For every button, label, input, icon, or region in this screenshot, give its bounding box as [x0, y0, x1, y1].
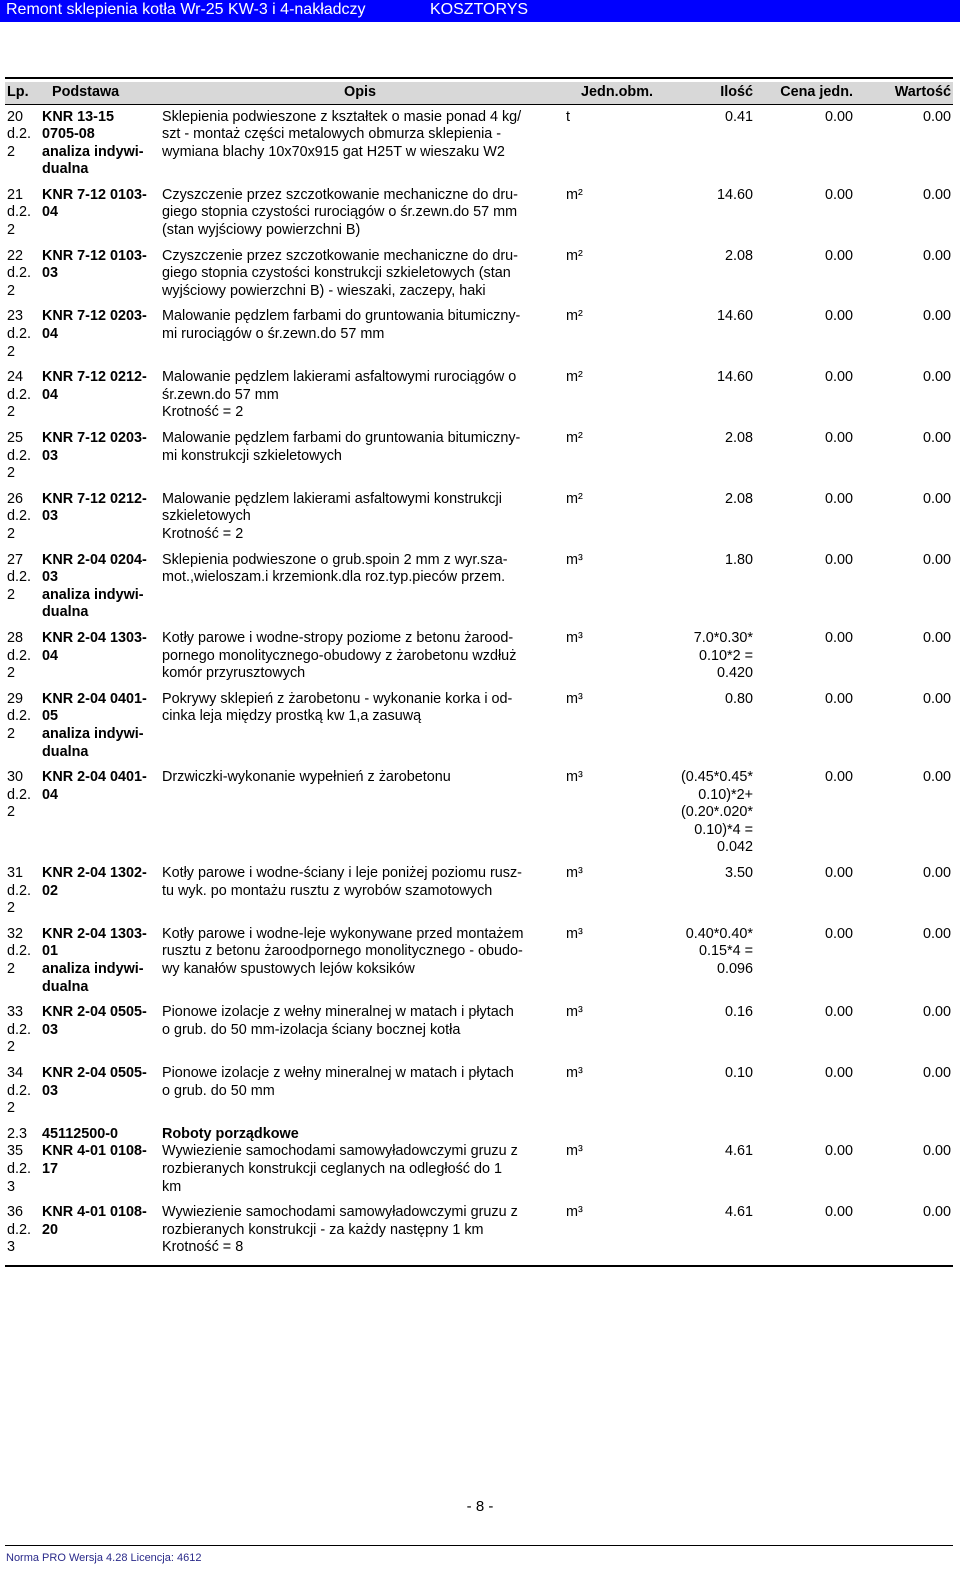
- row-cena: 0.00: [824, 1065, 853, 1081]
- row-podstawa: KNR 2-04 0401- 05 analiza indywi- dualna: [42, 690, 147, 760]
- row-jednostka: m³: [566, 865, 583, 882]
- row-wartosc: 0.00: [922, 1065, 951, 1081]
- row-opis: Malowanie pędzlem lakierami asfaltowymi konstrukcji szkieletowych Krotność = 2: [162, 490, 502, 542]
- row-wartosc: 0.00: [922, 186, 951, 203]
- column-header-opis: Opis: [160, 82, 560, 104]
- row-lp: 25 d.2. 2: [7, 430, 32, 482]
- row-wartosc: 0.00: [922, 1004, 951, 1021]
- table-row: [5, 1065, 953, 1126]
- row-ilosc: 1.80: [724, 551, 753, 568]
- row-ilosc: 0.80: [724, 690, 753, 707]
- row-lp: 29 d.2. 2: [7, 690, 32, 742]
- row-opis: Malowanie pędzlem farbami do gruntowania bitumiczny- mi konstrukcji szkieletowych: [162, 430, 521, 464]
- row-jednostka: m²: [566, 369, 583, 386]
- row-jednostka: m³: [566, 1065, 583, 1081]
- section-row: [5, 1126, 953, 1144]
- row-ilosc: 14.60: [716, 308, 753, 325]
- row-ilosc: 4.61: [724, 1143, 753, 1160]
- table-row: [5, 1204, 953, 1266]
- table-row: [5, 430, 953, 491]
- row-jednostka: m³: [566, 629, 583, 646]
- row-cena: 0.00: [824, 108, 853, 125]
- row-ilosc: 0.40*0.40* 0.15*4 = 0.096: [685, 925, 753, 978]
- row-cena: 0.00: [824, 925, 853, 942]
- row-lp: 30 d.2. 2: [7, 769, 32, 821]
- row-ilosc: 2.08: [724, 247, 753, 264]
- row-opis: Sklepienia podwieszone o grub.spoin 2 mm z wyr.sza- mot.,wieloszam.i krzemionk.dla roz.typ.pieców przem.: [162, 551, 508, 586]
- row-lp: 31 d.2. 2: [7, 865, 32, 917]
- row-opis: Wywiezienie samochodami samowyładowczymi gruzu z rozbieranych konstrukcji - za każdy następny 1 km Krotność = 8: [162, 1204, 518, 1256]
- row-ilosc: 3.50: [724, 865, 753, 882]
- row-lp: 23 d.2. 2: [7, 308, 32, 360]
- row-lp: 27 d.2. 2: [7, 551, 32, 603]
- row-opis: Czyszczenie przez szczotkowanie mechaniczne do dru- giego stopnia czystości konstrukcji szkieletowych (stan wyjściowy powierzchni B) - wieszaki, zaczepy, haki: [162, 247, 518, 299]
- row-wartosc: 0.00: [922, 108, 951, 125]
- row-podstawa: KNR 7-12 0212- 04: [42, 369, 147, 403]
- row-lp: 35 d.2. 3: [7, 1143, 32, 1195]
- row-wartosc: 0.00: [922, 490, 951, 507]
- row-podstawa: KNR 7-12 0212- 03: [42, 490, 147, 525]
- row-lp: 21 d.2. 2: [7, 186, 32, 239]
- section-code: 45112500-0: [42, 1125, 119, 1142]
- row-ilosc: 2.08: [724, 430, 753, 446]
- row-ilosc: 0.16: [724, 1004, 753, 1021]
- row-podstawa: KNR 2-04 1303- 04: [42, 629, 147, 664]
- table-row: [5, 491, 953, 552]
- row-cena: 0.00: [824, 629, 853, 646]
- row-podstawa: KNR 2-04 0505- 03: [42, 1004, 147, 1038]
- table-row: [5, 552, 953, 630]
- row-ilosc: 0.10: [724, 1065, 753, 1081]
- table-row: [5, 769, 953, 865]
- row-jednostka: m³: [566, 1004, 583, 1021]
- row-podstawa: KNR 2-04 0204- 03 analiza indywi- dualna: [42, 551, 147, 621]
- row-jednostka: m³: [566, 1204, 583, 1221]
- row-cena: 0.00: [824, 490, 853, 507]
- table-row: [5, 691, 953, 769]
- table-row: [5, 187, 953, 248]
- column-header-jednostka: Jedn.obm.: [560, 82, 655, 104]
- row-cena: 0.00: [824, 769, 853, 786]
- row-wartosc: 0.00: [922, 1143, 951, 1160]
- section-number: 2.3: [7, 1125, 28, 1142]
- row-cena: 0.00: [824, 1004, 853, 1021]
- row-wartosc: 0.00: [922, 369, 951, 386]
- column-header-cena: Cena jedn.: [755, 82, 855, 104]
- column-header-lp: Lp.: [5, 82, 40, 104]
- row-ilosc: 4.61: [724, 1204, 753, 1221]
- row-wartosc: 0.00: [922, 690, 951, 707]
- column-header-wartosc: Wartość: [855, 82, 953, 104]
- row-opis: Malowanie pędzlem farbami do gruntowania bitumiczny- mi rurociągów o śr.zewn.do 57 mm: [162, 308, 521, 343]
- section-filler: [560, 1126, 953, 1144]
- footer-rule: [5, 1545, 953, 1546]
- row-jednostka: m²: [566, 308, 583, 325]
- row-jednostka: m²: [566, 490, 583, 507]
- row-wartosc: 0.00: [922, 769, 951, 786]
- cost-estimate-table: [5, 82, 953, 1267]
- row-jednostka: m³: [566, 769, 583, 786]
- document-type: KOSZTORYS: [430, 1, 529, 18]
- row-ilosc: 2.08: [724, 490, 753, 507]
- row-ilosc: 0.41: [724, 108, 753, 125]
- row-opis: Sklepienia podwieszone z kształtek o masie ponad 4 kg/ szt - montaż części metalowych obmurza sklepienia - wymiana blachy 10x70x915 gat H25T w wieszaku W2: [162, 108, 522, 160]
- row-opis: Malowanie pędzlem lakierami asfaltowymi rurociągów o śr.zewn.do 57 mm Krotność = 2: [162, 369, 517, 421]
- row-lp: 32 d.2. 2: [7, 925, 32, 978]
- table-row: [5, 1004, 953, 1065]
- table-header-row: [5, 82, 953, 104]
- row-opis: Czyszczenie przez szczotkowanie mechaniczne do dru- giego stopnia czystości rurociągów o śr.zewn.do 57 mm (stan wyjściowy powierzchni B): [162, 186, 518, 239]
- row-podstawa: KNR 13-15 0705-08 analiza indywi- dualna: [42, 108, 144, 178]
- row-podstawa: KNR 2-04 1303- 01 analiza indywi- dualna: [42, 925, 147, 995]
- row-wartosc: 0.00: [922, 308, 951, 325]
- row-jednostka: m³: [566, 1143, 583, 1160]
- row-cena: 0.00: [824, 865, 853, 882]
- row-cena: 0.00: [824, 308, 853, 325]
- row-cena: 0.00: [824, 1204, 853, 1221]
- document-title: Remont sklepienia kotła Wr-25 KW-3 i 4-nakładczy: [6, 1, 366, 18]
- row-podstawa: KNR 7-12 0203- 04: [42, 308, 147, 343]
- row-cena: 0.00: [824, 430, 853, 446]
- row-wartosc: 0.00: [922, 1204, 951, 1221]
- row-cena: 0.00: [824, 690, 853, 707]
- row-lp: 26 d.2. 2: [7, 490, 32, 542]
- row-lp: 34 d.2. 2: [7, 1065, 32, 1117]
- row-podstawa: KNR 2-04 0401- 04: [42, 769, 147, 803]
- row-ilosc: 14.60: [716, 186, 753, 203]
- table-row: [5, 1143, 953, 1204]
- row-wartosc: 0.00: [922, 430, 951, 446]
- column-header-ilosc: Ilość: [655, 82, 755, 104]
- column-header-podstawa: Podstawa: [40, 82, 160, 104]
- row-jednostka: t: [566, 108, 570, 125]
- row-wartosc: 0.00: [922, 629, 951, 646]
- footer-license: Norma PRO Wersja 4.28 Licencja: 4612: [6, 1552, 202, 1564]
- row-cena: 0.00: [824, 1143, 853, 1160]
- row-podstawa: KNR 4-01 0108- 17: [42, 1143, 147, 1177]
- row-jednostka: m³: [566, 925, 583, 942]
- row-lp: 33 d.2. 2: [7, 1004, 32, 1056]
- row-wartosc: 0.00: [922, 247, 951, 264]
- row-opis: Pionowe izolacje z wełny mineralnej w matach i płytach o grub. do 50 mm-izolacja ściany bocznej kotła: [162, 1004, 514, 1038]
- section-title: Roboty porządkowe: [162, 1125, 299, 1142]
- row-opis: Kotły parowe i wodne-leje wykonywane przed montażem rusztu z betonu żaroodpornego monolitycznego - obudo- wy kanałów spustowych lejów koksików: [162, 925, 524, 978]
- row-wartosc: 0.00: [922, 925, 951, 942]
- table-row: [5, 865, 953, 926]
- row-opis: Pionowe izolacje z wełny mineralnej w matach i płytach o grub. do 50 mm: [162, 1065, 514, 1099]
- row-podstawa: KNR 2-04 0505- 03: [42, 1065, 147, 1099]
- row-lp: 22 d.2. 2: [7, 247, 32, 299]
- page-number: - 8 -: [466, 1498, 494, 1515]
- row-wartosc: 0.00: [922, 551, 951, 568]
- row-cena: 0.00: [824, 369, 853, 386]
- row-cena: 0.00: [824, 186, 853, 203]
- row-ilosc: (0.45*0.45* 0.10)*2+ (0.20*.020* 0.10)*4 = 0.042: [680, 769, 753, 856]
- row-lp: 20 d.2. 2: [7, 108, 32, 160]
- row-jednostka: m²: [566, 186, 583, 203]
- row-jednostka: m³: [566, 690, 583, 707]
- row-lp: 36 d.2. 3: [7, 1204, 32, 1256]
- row-jednostka: m²: [566, 430, 583, 446]
- row-opis: Drzwiczki-wykonanie wypełnień z żarobetonu: [162, 769, 451, 786]
- row-podstawa: KNR 7-12 0203- 03: [42, 430, 147, 464]
- row-jednostka: m³: [566, 551, 583, 568]
- table-row: [5, 308, 953, 369]
- row-ilosc: 14.60: [716, 369, 753, 386]
- document-header: [0, 0, 960, 22]
- row-lp: 28 d.2. 2: [7, 629, 32, 682]
- top-rule: [5, 77, 953, 79]
- row-cena: 0.00: [824, 247, 853, 264]
- table-row: [5, 926, 953, 1004]
- row-opis: Pokrywy sklepień z żarobetonu - wykonanie korka i od- cinka leja między prostką kw 1,a zasuwą: [162, 690, 513, 725]
- row-opis: Kotły parowe i wodne-ściany i leje poniżej poziomu rusz- tu wyk. po montażu rusztu z wyrobów szamotowych: [162, 865, 522, 899]
- row-opis: Kotły parowe i wodne-stropy poziome z betonu żarood- pornego monolitycznego-obudowy z żarobetonu wzdłuż komór przyrusztowych: [162, 629, 517, 682]
- row-ilosc: 7.0*0.30* 0.10*2 = 0.420: [693, 629, 753, 682]
- row-podstawa: KNR 7-12 0103- 03: [42, 247, 147, 282]
- row-lp: 24 d.2. 2: [7, 369, 32, 421]
- row-podstawa: KNR 7-12 0103- 04: [42, 186, 147, 221]
- table-row: [5, 369, 953, 430]
- row-opis: Wywiezienie samochodami samowyładowczymi gruzu z rozbieranych konstrukcji ceglanych na odległość do 1 km: [162, 1143, 518, 1195]
- row-podstawa: KNR 4-01 0108- 20: [42, 1204, 147, 1238]
- row-jednostka: m²: [566, 247, 583, 264]
- row-wartosc: 0.00: [922, 865, 951, 882]
- row-podstawa: KNR 2-04 1302- 02: [42, 865, 147, 899]
- table-row: [5, 630, 953, 691]
- table-row: [5, 248, 953, 309]
- row-cena: 0.00: [824, 551, 853, 568]
- table-row: [5, 104, 953, 187]
